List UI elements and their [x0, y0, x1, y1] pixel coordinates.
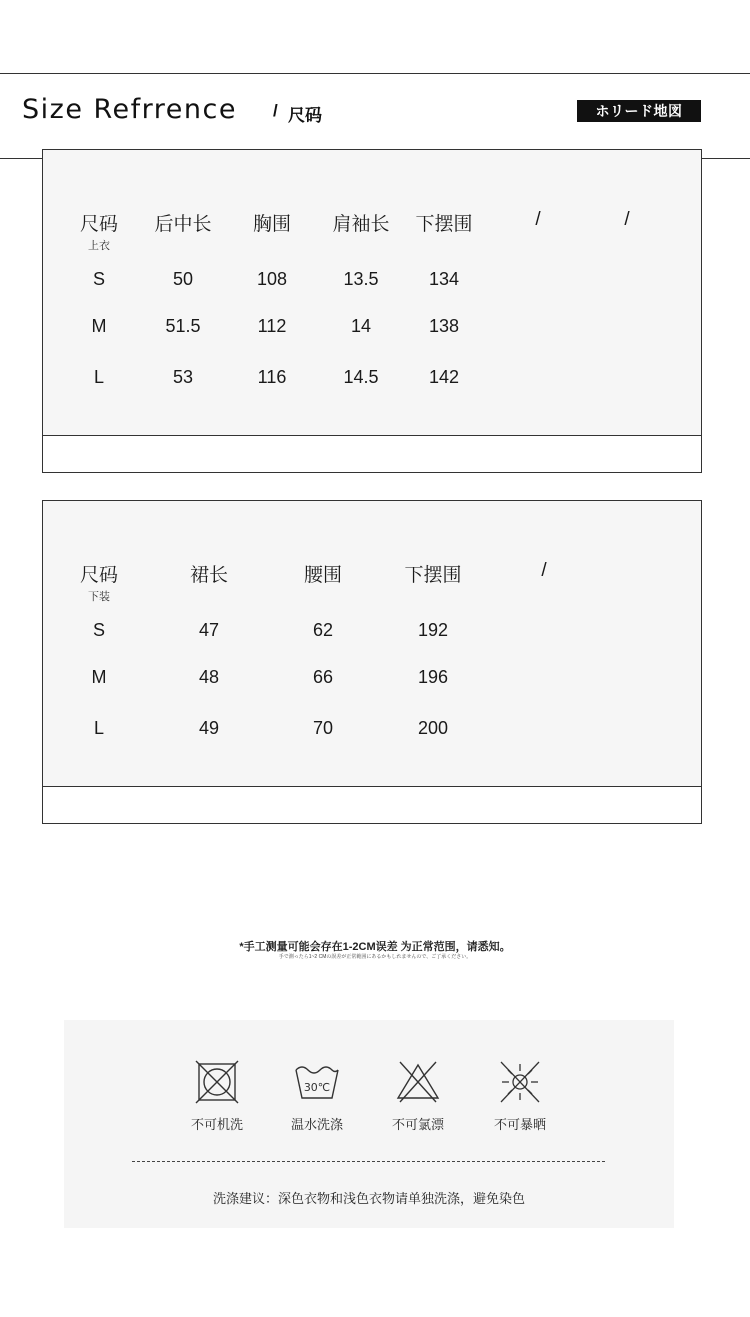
no-bleach-icon — [395, 1060, 441, 1104]
table-cell: 70 — [312, 718, 334, 738]
table-header: / — [624, 209, 630, 230]
table-header: 裙长 — [189, 565, 229, 586]
table-footer-rule — [43, 435, 701, 436]
care-item-warm-water-wash — [272, 1060, 362, 1133]
table-cell: 48 — [198, 667, 220, 687]
table-cell: M — [91, 667, 107, 687]
table-cell: L — [93, 718, 105, 738]
table-cell: 14.5 — [343, 367, 379, 387]
table-cell: 134 — [428, 269, 460, 289]
table-cell: 47 — [198, 620, 220, 640]
table-cell: 142 — [428, 367, 460, 387]
table-cell: 50 — [172, 269, 194, 289]
table-cell: 200 — [417, 718, 449, 738]
care-item-no-sun-dry — [475, 1060, 565, 1133]
table-cell: 53 — [172, 367, 194, 387]
table-footer-strip — [43, 435, 701, 472]
table-footer-rule — [43, 786, 701, 787]
care-label: 不可机洗 — [190, 1117, 243, 1132]
care-divider — [132, 1161, 605, 1162]
care-label: 不可暴晒 — [493, 1117, 546, 1132]
brand-badge: ホリード地図 — [577, 100, 701, 122]
table-header: 胸围 — [252, 214, 292, 235]
table-header: 下摆围 — [404, 565, 462, 586]
care-item-no-bleach — [373, 1060, 463, 1133]
no-machine-wash-icon — [195, 1060, 239, 1104]
table-header: 尺码 — [79, 214, 119, 235]
page-title: Size Refrrence — [22, 94, 237, 125]
table-header: 尺码 — [79, 565, 119, 586]
table-footer-strip — [43, 786, 701, 823]
table-category: 下装 — [88, 591, 110, 603]
header-bottom-rule-left — [0, 158, 42, 159]
table-cell: L — [93, 367, 105, 387]
table-cell: 49 — [198, 718, 220, 738]
table-cell: 108 — [256, 269, 288, 289]
table-cell: 138 — [428, 316, 460, 336]
table-cell: 192 — [417, 620, 449, 640]
table-header: 后中长 — [154, 214, 212, 235]
table-cell: S — [92, 620, 106, 640]
table-header: / — [541, 560, 547, 581]
table-cell: 196 — [417, 667, 449, 687]
bottoms-size-table — [42, 500, 702, 824]
table-category: 上衣 — [88, 240, 110, 252]
table-cell: 14 — [350, 316, 372, 336]
table-cell: 62 — [312, 620, 334, 640]
warm-water-wash-icon — [293, 1060, 341, 1104]
care-label: 不可氯漂 — [391, 1117, 444, 1132]
care-item-no-machine-wash — [172, 1060, 262, 1133]
header-bottom-rule-right — [702, 158, 750, 159]
tops-size-table — [42, 149, 702, 473]
page-title-cn: 尺码 — [288, 106, 322, 125]
care-advice: 洗涤建议：深色衣物和浅色衣物请单独洗涤，避免染色 — [212, 1191, 525, 1206]
measurement-note: *手工测量可能会存在1-2CM误差 为正常范围，请悉知。 — [239, 941, 511, 953]
table-cell: 116 — [257, 367, 287, 387]
table-cell: 66 — [312, 667, 334, 687]
table-cell: 13.5 — [343, 269, 379, 289]
table-cell: M — [91, 316, 107, 336]
header-top-rule — [0, 73, 750, 74]
table-cell: S — [92, 269, 106, 289]
table-header: / — [535, 209, 541, 230]
care-label: 温水洗涤 — [290, 1117, 343, 1132]
table-header: 肩袖长 — [332, 214, 390, 235]
title-separator: / — [273, 101, 278, 120]
table-cell: 112 — [257, 316, 287, 336]
no-sun-dry-icon — [497, 1060, 543, 1104]
care-instructions — [64, 1020, 674, 1228]
measurement-note-jp: 手で測ったら1~2 CMの誤差が正常範囲にあるかもしれませんので、ご了承ください。 — [278, 954, 472, 960]
table-header: 腰围 — [303, 565, 343, 586]
table-header: 下摆围 — [415, 214, 473, 235]
wash-temperature: 30℃ — [303, 1081, 331, 1094]
table-cell: 51.5 — [165, 316, 201, 336]
